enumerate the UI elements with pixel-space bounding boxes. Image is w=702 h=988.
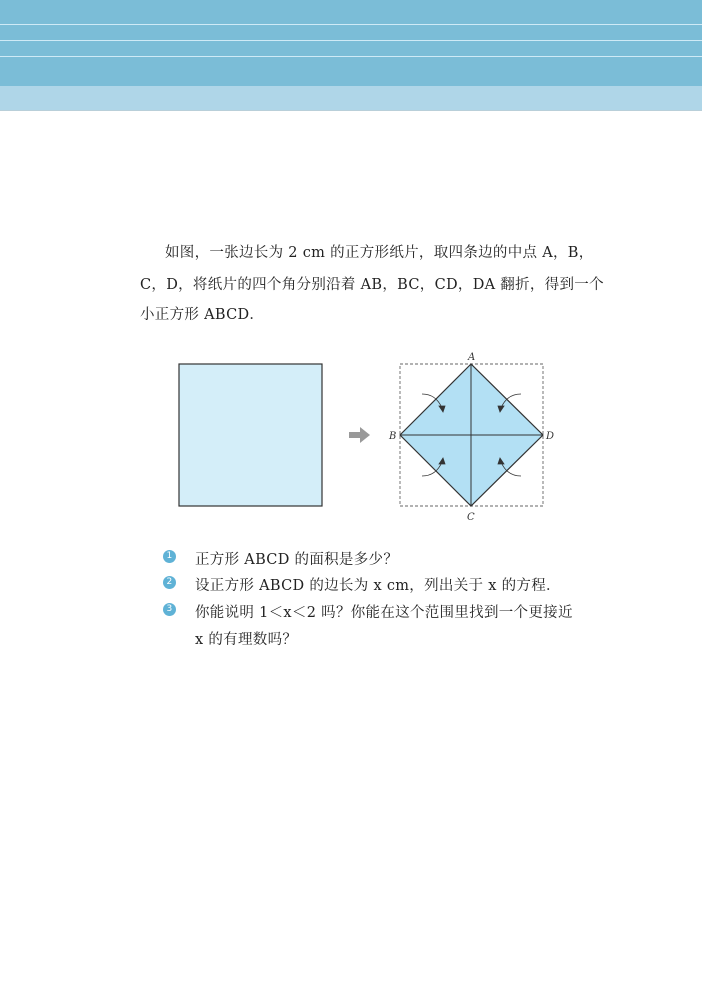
label-c: C [467, 512, 475, 523]
intro-line: 如图，一张边长为 2 cm 的正方形纸片，取四条边的中点 A，B， [165, 245, 594, 261]
label-b: B [389, 431, 397, 442]
question-text: 正方形 ABCD 的面积是多少？ [195, 552, 399, 568]
paper-square [179, 364, 322, 506]
intro-line: 小正方形 ABCD． [140, 307, 265, 323]
question-text: 设正方形 ABCD 的边长为 x cm，列出关于 x 的方程． [195, 578, 561, 594]
label-a: A [468, 352, 476, 363]
header-subband [0, 86, 702, 111]
header-band [0, 0, 702, 86]
number-badge: 3 [163, 603, 176, 616]
right-arrow-icon [349, 427, 370, 443]
number-badge: 1 [163, 550, 176, 563]
label-d: D [546, 431, 555, 442]
question-text: 你能说明 1＜x＜2 吗？你能在这个范围里找到一个更接近 [195, 605, 573, 621]
question-text-continued: x 的有理数吗？ [195, 632, 298, 648]
number-badge: 2 [163, 576, 176, 589]
folding-figure [0, 340, 702, 530]
intro-line: C，D，将纸片的四个角分别沿着 AB，BC，CD，DA 翻折，得到一个 [140, 277, 604, 293]
